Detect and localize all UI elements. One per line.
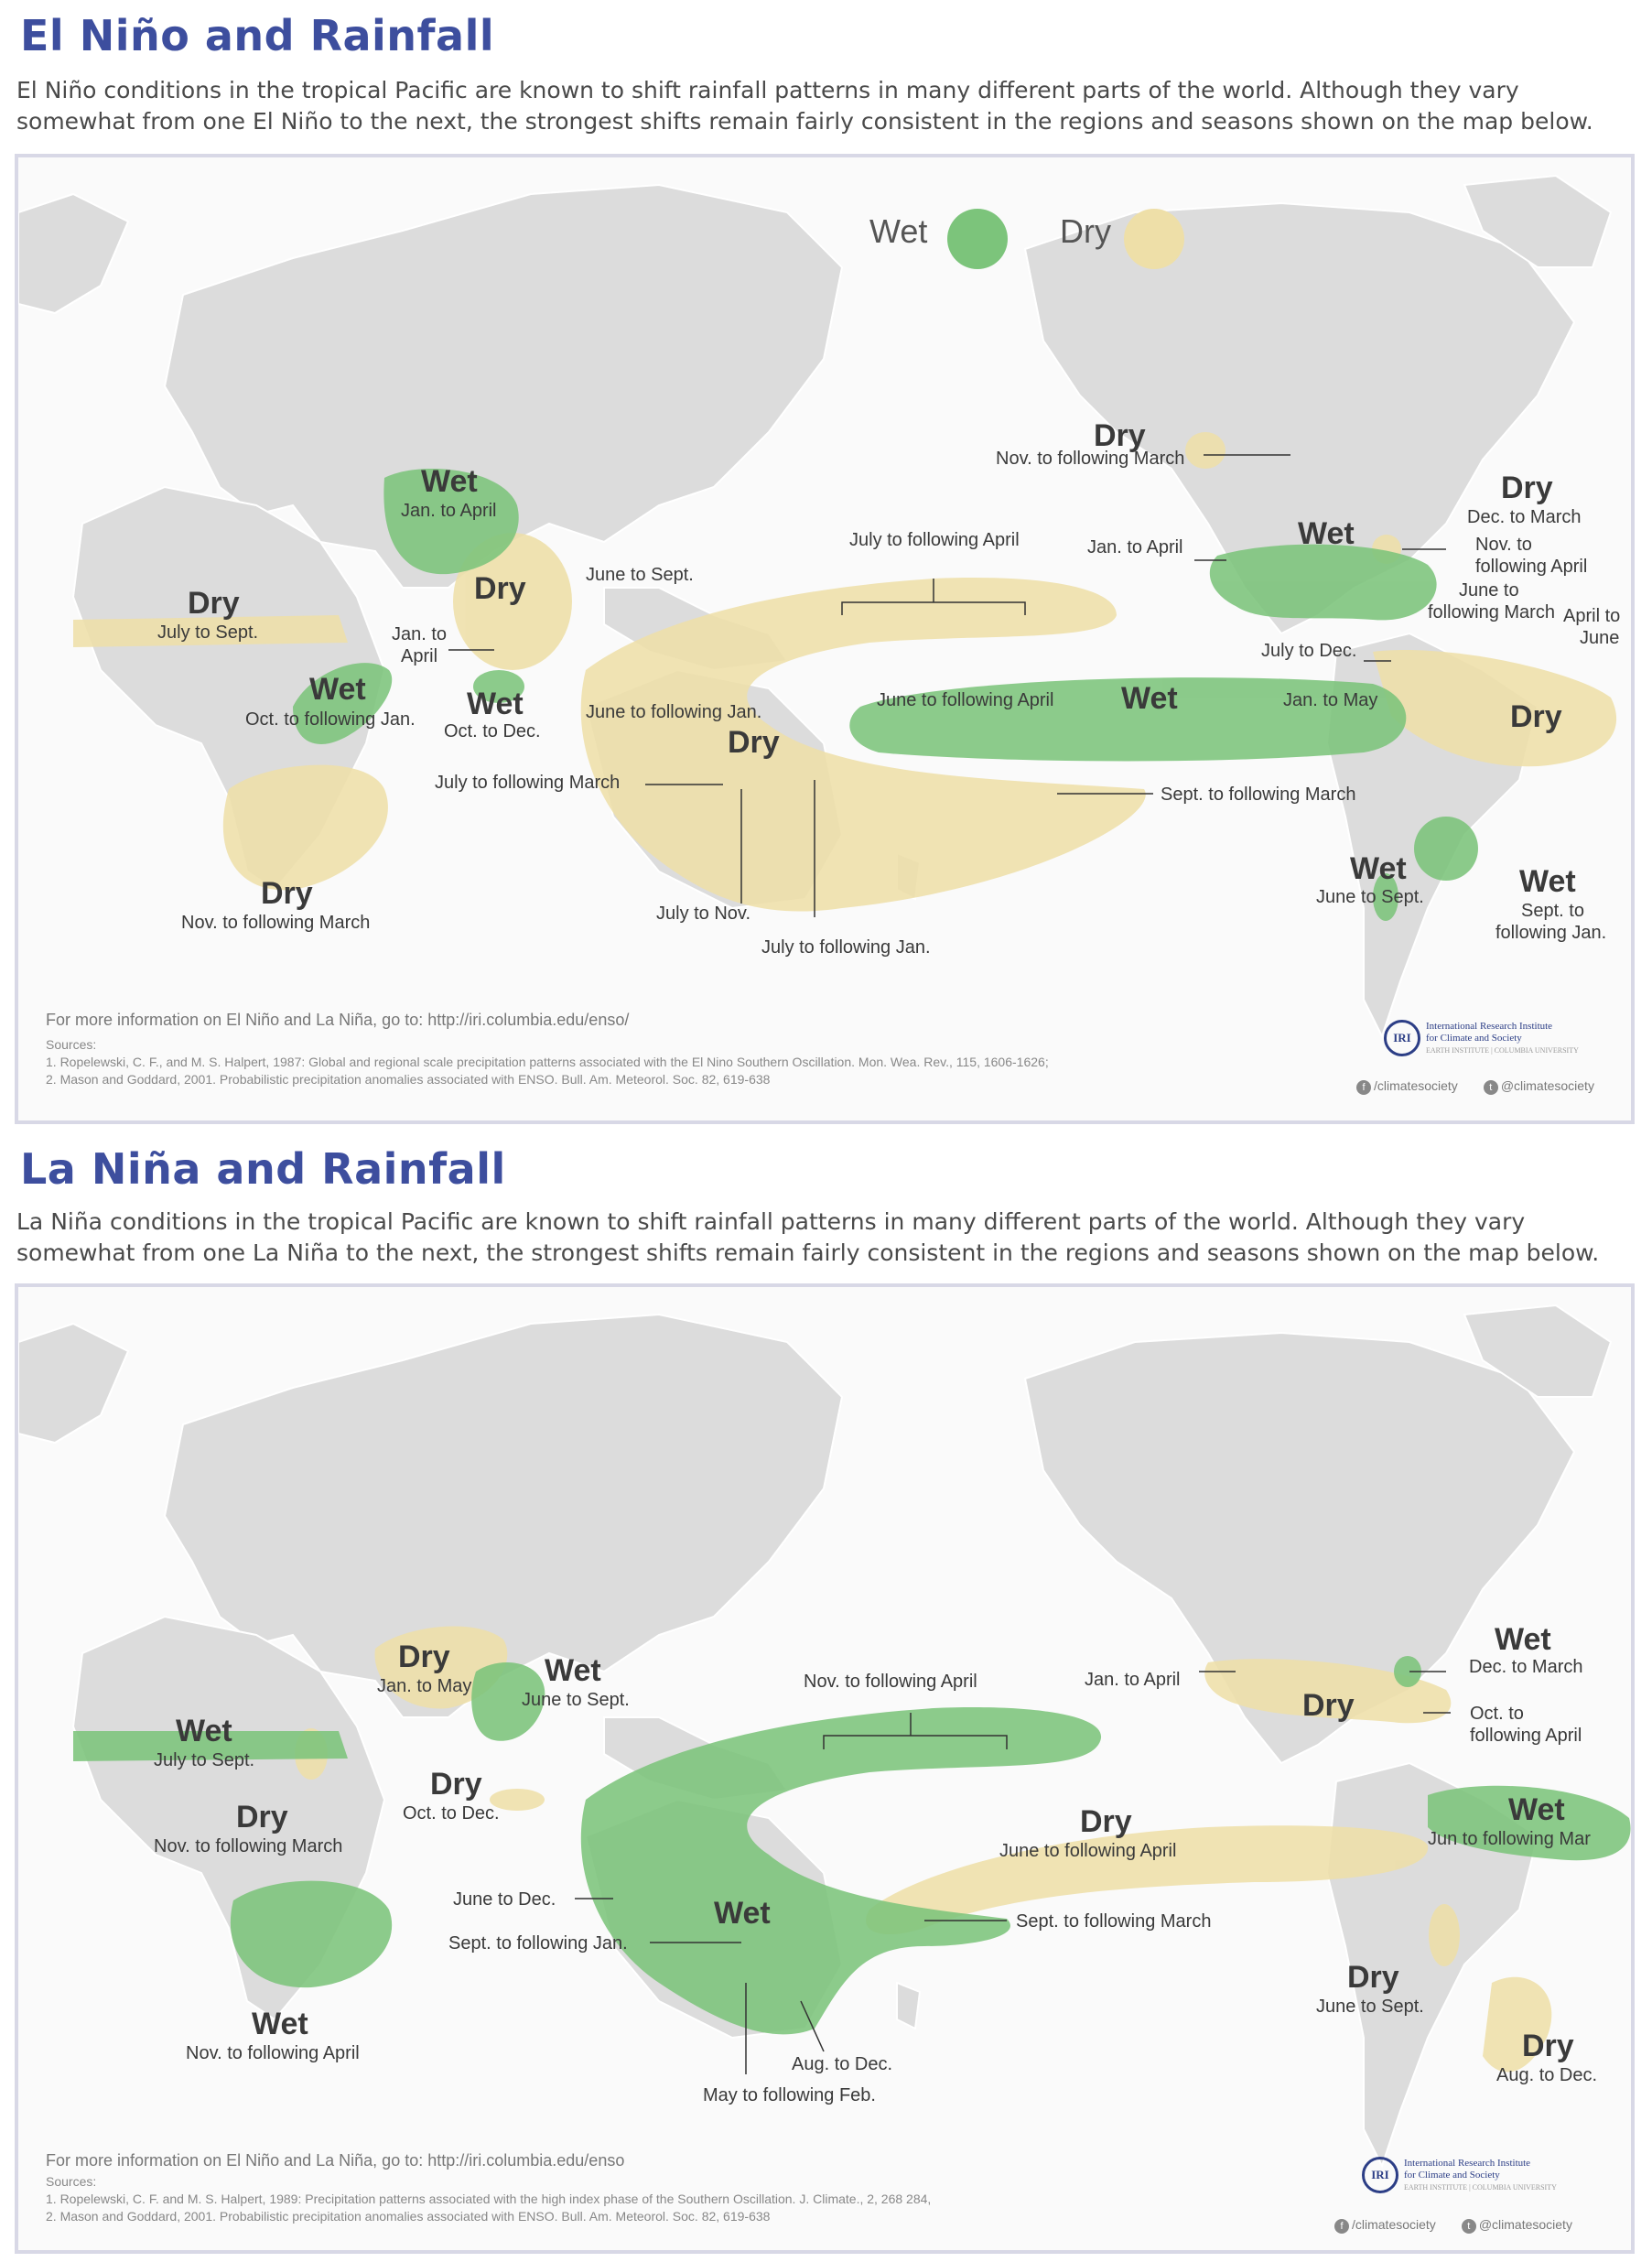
label-wet-pacific-season-1: June to following April [877,690,1054,710]
label-dry-australia: Dry [728,725,780,760]
label-dry-pacific-season: June to following April [999,1841,1177,1861]
label-brazil-season-a: April to [1563,606,1621,626]
elnino-map-graphic [18,157,1631,1120]
label-dry-eafrica: Dry [236,1800,288,1834]
label-dry-ohio-season: Dec. to March [1467,507,1582,527]
legend-dry-label: Dry [1060,212,1111,250]
label-pacific-dry-season: July to following April [849,530,1020,550]
elnino-source-1: 1. Ropelewski, C. F., and M. S. Halpert, 1987: Global and regional scale precipitation patterns associated with the El Nino Southern Oscillation. Mon. Wea. Rev., 115, 1606-1626; [46,1055,1049,1069]
facebook-link[interactable] [1334,2217,1436,2234]
label-wet-india: Wet [545,1653,601,1688]
label-wet-chile-season: June to Sept. [1316,887,1424,907]
label-dry-sahel-season: July to Sept. [157,622,259,643]
legend-dry-swatch [1124,209,1184,269]
lanina-source-1: 1. Ropelewski, C. F. and M. S. Halpert, 1989: Precipitation patterns associated with the high index phase of the Southern Oscillation. J. Climate., 2, 268 284, [46,2192,932,2206]
label-dry-eafrica-season: Nov. to following March [154,1836,343,1856]
iri-logo-text [1426,1021,1579,1056]
label-wet-asia: Wet [421,464,478,499]
label-dry-sahel: Dry [188,586,240,621]
label-dry-south-us: Dry [1302,1688,1355,1723]
label-dry-srilanka-season: Oct. to Dec. [403,1803,500,1824]
label-dry-south-us-season-1: Jan. to April [1085,1670,1181,1690]
lanina-source-2: 2. Mason and Goddard, 2001. Probabilistic precipitation anomalies associated with ENSO. Bull. Am. Meteorol. Soc. 82, 619-638 [46,2209,771,2224]
elnino-description: El Niño conditions in the tropical Pacific are known to shift rainfall patterns in many different parts of the world. Although they vary somewhat from one El Niño to the next, the strongest shifts remain fairly consistent in the regions and seasons shown on the map below. [16,77,1593,135]
twitter-icon: t [1484,1080,1498,1095]
twitter-handle: @climatesociety [1500,1078,1594,1093]
label-dry-mideast-season: Jan. to May [377,1676,472,1696]
lanina-footer-info: For more information on El Niño and La Niña, go to: http://iri.columbia.edu/enso [46,2151,625,2170]
label-dry-nwus-season: Nov. to following March [996,449,1185,469]
facebook-handle: /climatesociety [1352,2217,1436,2232]
elnino-footer-sources [46,1036,1049,1088]
legend-wet-label: Wet [869,212,928,250]
label-australia-season-2: May to following Feb. [703,2085,876,2105]
label-wet-south-us-season-2a: Nov. to [1475,535,1532,555]
label-dry-india-season: June to Sept. [586,565,694,585]
label-wet-seamerica-season-b: following Jan. [1495,923,1607,943]
label-wet-safrica: Wet [252,2007,308,2041]
iri-org-sub: EARTH INSTITUTE | COLUMBIA UNIVERSITY [1426,1045,1579,1055]
facebook-icon: f [1356,1080,1371,1095]
label-dry-seamerica-season: Aug. to Dec. [1496,2065,1598,2085]
label-dry-south-us-season-2a: Oct. to [1470,1704,1524,1724]
label-wet-pacific-season-2: Jan. to May [1283,690,1378,710]
iri-logo-icon: IRI [1362,2157,1398,2193]
twitter-icon: t [1462,2219,1476,2234]
label-dry-chile: Dry [1347,1960,1399,1995]
label-wet-south-us-season-1: Jan. to April [1087,537,1183,557]
label-australia-season-3: July to following Jan. [761,937,931,958]
label-wet-nsamerica: Wet [1508,1792,1565,1827]
label-dry-safrica-season: Nov. to following March [181,913,371,933]
elnino-iri-logo[interactable] [1384,1020,1579,1056]
label-dry-nsamerica: Dry [1510,699,1562,734]
label-australia-season-2: July to Nov. [656,904,750,924]
facebook-icon: f [1334,2219,1349,2234]
label-srilanka-season-1: Jan. to [392,624,448,644]
elnino-source-2: 2. Mason and Goddard, 2001. Probabilistic precipitation anomalies associated with ENSO. Bull. Am. Meteorol. Soc. 82, 619-638 [46,1072,771,1087]
label-wet-sahel-season: July to Sept. [154,1750,255,1770]
label-camerica-season-a: June to [1459,580,1519,601]
label-dry-nwus: Dry [1094,418,1146,453]
twitter-link[interactable] [1484,1078,1594,1095]
lanina-map [15,1283,1635,2254]
iri-org-name-1: International Research Institute [1426,1020,1553,1032]
lanina-description: La Niña conditions in the tropical Pacific are known to shift rainfall patterns in many different parts of the world. Although they vary somewhat from one La Niña to the next, the strongest shifts remain fairly consistent in the regions and seasons shown on the map below. [16,1208,1600,1266]
lanina-footer-sources [46,2173,931,2225]
elnino-map [15,154,1635,1124]
iri-org-sub: EARTH INSTITUTE | COLUMBIA UNIVERSITY [1404,2182,1557,2192]
label-wet-pacific: Wet [1121,681,1178,716]
label-wet-sindia: Wet [467,687,524,721]
twitter-handle: @climatesociety [1478,2217,1572,2232]
twitter-link[interactable] [1462,2217,1572,2234]
label-australia-season-1: July to following March [435,773,621,793]
label-wet-seamerica-season-a: Sept. to [1521,901,1584,921]
label-wet-sindia-season: Oct. to Dec. [444,721,541,741]
label-dry-mideast: Dry [398,1640,450,1674]
lanina-sources-title: Sources: [46,2174,97,2189]
label-dry-chile-season: June to Sept. [1316,1997,1424,2017]
elnino-sources-title: Sources: [46,1037,97,1052]
label-pacific-wet-season: Nov. to following April [804,1672,977,1692]
label-dry-ohio: Dry [1501,471,1553,505]
label-dry-safrica: Dry [261,876,313,911]
label-dry-south-us-season-2b: following April [1470,1726,1582,1746]
label-wet-ohio-season: Dec. to March [1469,1657,1583,1677]
label-spacific-season: Sept. to following March [1161,785,1356,805]
legend-wet-swatch [947,209,1008,269]
label-dry-srilanka: Dry [430,1767,482,1802]
label-camerica-season-b: following March [1428,602,1555,622]
label-wet-south-us: Wet [1298,516,1355,551]
elnino-footer-info: For more information on El Niño and La Niña, go to: http://iri.columbia.edu/enso/ [46,1011,630,1029]
label-australia-season-1: Aug. to Dec. [792,2054,893,2074]
label-wet-india-season: June to Sept. [522,1690,630,1710]
iri-logo-icon: IRI [1384,1020,1420,1056]
label-dry-pacific: Dry [1080,1804,1132,1839]
label-wet-ohio: Wet [1495,1622,1551,1657]
facebook-link[interactable] [1356,1078,1458,1095]
label-wet-asia-season: Jan. to April [401,501,497,521]
elnino-title: El Niño and Rainfall [20,11,495,60]
label-wet-australia: Wet [714,1896,771,1931]
label-wet-nsamerica-season: Jun to following Mar [1428,1829,1591,1849]
label-indonesia-season-1: June to Dec. [453,1889,556,1910]
label-indonesia-season-2: Sept. to following Jan. [448,1933,628,1954]
label-wet-eafrica-season: Oct. to following Jan. [245,709,416,730]
label-wet-seamerica: Wet [1519,864,1576,899]
label-wet-eafrica: Wet [309,672,366,707]
lanina-title: La Niña and Rainfall [20,1144,506,1194]
label-srilanka-season-2: April [401,646,438,666]
facebook-handle: /climatesociety [1374,1078,1458,1093]
iri-org-name-2: for Climate and Society [1404,2169,1500,2181]
label-dry-seamerica: Dry [1522,2029,1574,2063]
lanina-iri-logo[interactable] [1362,2157,1557,2193]
label-dry-india: Dry [474,571,526,606]
label-wet-safrica-season: Nov. to following April [186,2043,360,2063]
label-indonesia-season: June to following Jan. [586,702,762,722]
label-wet-south-us-season-2b: following April [1475,557,1588,577]
label-wet-sahel: Wet [176,1714,232,1748]
label-wet-chile: Wet [1350,851,1407,886]
iri-logo-text [1404,2158,1557,2193]
elnino-social-links [1356,1078,1594,1095]
label-brazil-season-b: June [1580,628,1620,648]
label-colombia-season: July to Dec. [1261,641,1357,661]
label-spacific-season: Sept. to following March [1016,1911,1212,1932]
lanina-social-links [1334,2217,1572,2234]
iri-org-name-1: International Research Institute [1404,2157,1531,2169]
iri-org-name-2: for Climate and Society [1426,1032,1522,1044]
